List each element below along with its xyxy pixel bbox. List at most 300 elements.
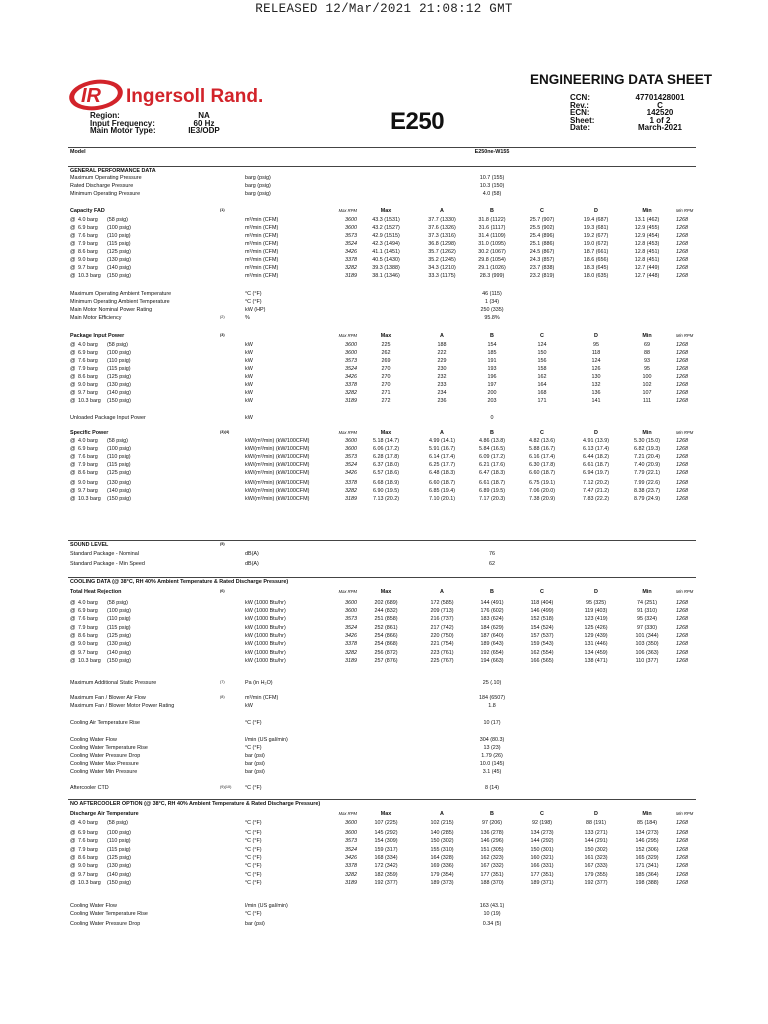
at-symbol: @	[70, 608, 76, 614]
ecn-value: 142520	[646, 108, 674, 117]
value-max: 262	[381, 350, 391, 356]
value-d: 132	[591, 382, 601, 388]
pressure-barg: 7.6 barg	[78, 616, 98, 622]
pressure-psig: (115 psig)	[107, 462, 131, 468]
value-b: 31.8 (1122)	[478, 217, 506, 223]
value-min: 8.79 (24.9)	[633, 496, 661, 502]
value-min: 12.8 (453)	[634, 241, 660, 247]
min-rpm: 1268	[676, 257, 688, 263]
value-max: 172 (342)	[374, 863, 398, 869]
unit: kW/(m³/min) (kW/100CFM)	[245, 470, 310, 476]
table-row	[0, 349, 768, 357]
pressure-barg: 7.6 barg	[78, 838, 98, 844]
unit: °C (°F)	[245, 830, 262, 836]
at-symbol: @	[70, 880, 76, 886]
value-a: A	[440, 811, 444, 817]
value-a: 37.6 (1326)	[428, 225, 456, 231]
unit: m³/min (CFM)	[245, 217, 279, 223]
row-label: NO AFTERCOOLER OPTION (@ 38°C, RH 40% Ambient Temperature & Rated Discharge Pressure)	[70, 801, 321, 807]
row-label: Standard Package - Nominal	[70, 551, 139, 557]
value-max: 202 (689)	[374, 600, 398, 606]
value-c: 177 (351)	[530, 872, 554, 878]
section-heading	[0, 578, 768, 586]
unit: l/min (US gal/min)	[245, 737, 288, 743]
region-value: NA	[198, 111, 210, 120]
value-c: 4.82 (13.6)	[528, 438, 556, 444]
pressure-psig: (150 psig)	[107, 658, 131, 664]
row-label: Minimum Operating Ambient Temperature	[70, 299, 170, 305]
ccn-label: CCN:	[570, 93, 590, 102]
table-row	[0, 256, 768, 264]
unit: kW	[245, 382, 253, 388]
value-max: 270	[381, 366, 391, 372]
pressure-psig: (115 psig)	[107, 625, 131, 631]
pressure-psig: (125 psig)	[107, 249, 131, 255]
value-c: 23.2 (819)	[529, 273, 555, 279]
min-rpm: Min RPM	[676, 430, 694, 435]
pressure-psig: (125 psig)	[107, 633, 131, 639]
unit: kW	[245, 703, 253, 709]
unit: kW (1000 Btu/hr)	[245, 633, 286, 639]
value-a: 179 (354)	[430, 872, 454, 878]
value-c: 152 (518)	[530, 616, 554, 622]
value-a: 35.7 (1262)	[428, 249, 456, 255]
value-c: 25.4 (896)	[529, 233, 555, 239]
max-rpm: 3426	[345, 374, 357, 380]
unit: m³/min (CFM)	[245, 241, 279, 247]
pressure-psig: (150 psig)	[107, 880, 131, 886]
rev-value: C	[657, 100, 663, 110]
value-max: 6.57 (18.6)	[372, 470, 400, 476]
max-rpm: 3378	[345, 257, 357, 263]
value-d: 161 (323)	[584, 855, 608, 861]
at-symbol: @	[70, 625, 76, 631]
max-rpm: Max RPM	[338, 208, 357, 213]
value-b: 136 (278)	[480, 830, 504, 836]
min-rpm: 1268	[676, 830, 688, 836]
value-max: 272	[381, 398, 391, 404]
max-rpm: 3600	[345, 350, 357, 356]
at-symbol: @	[70, 358, 76, 364]
footnote-ref: (5)	[220, 542, 225, 546]
unit: kW/(m³/min) (kW/100CFM)	[245, 438, 310, 444]
value-min: 5.30 (15.0)	[633, 438, 661, 444]
value-c: 146 (499)	[530, 608, 554, 614]
value-c: 7.06 (20.0)	[528, 488, 556, 494]
value-a: A	[440, 589, 444, 595]
pressure-psig: (100 psig)	[107, 350, 131, 356]
min-rpm: 1268	[676, 265, 688, 271]
value-a: 234	[437, 390, 447, 396]
pressure-psig: (110 psig)	[107, 358, 131, 364]
pressure-barg: 9.0 barg	[78, 257, 98, 263]
table-row	[0, 248, 768, 256]
pressure-psig: (140 psig)	[107, 390, 131, 396]
value-b: B	[490, 589, 494, 595]
value-max: Max	[380, 430, 392, 436]
value-d: 19.2 (677)	[583, 233, 609, 239]
value-a: 223 (761)	[430, 650, 454, 656]
value: 13 (23)	[483, 745, 501, 751]
max-rpm: 3189	[345, 398, 357, 404]
min-rpm: 1268	[676, 820, 688, 826]
table-row	[0, 679, 768, 687]
sheet-label: Sheet:	[570, 115, 595, 125]
row-label: Model	[70, 149, 86, 155]
section-heading	[0, 541, 768, 549]
value-a: 209 (713)	[430, 608, 454, 614]
value-a: A	[440, 333, 444, 339]
value-max: 6.90 (19.5)	[372, 488, 400, 494]
unit: bar (psi)	[245, 769, 265, 775]
value-b: 31.6 (1117)	[478, 225, 506, 231]
min-rpm: 1268	[676, 342, 688, 348]
unit: barg (psig)	[245, 183, 271, 189]
pressure-barg: 9.7 barg	[78, 872, 98, 878]
pressure-psig: (140 psig)	[107, 650, 131, 656]
value-min: 198 (388)	[635, 880, 659, 886]
value-a: 233	[437, 382, 447, 388]
row-label: Cooling Water Temperature Rise	[70, 745, 148, 751]
pressure-barg: 4.0 barg	[78, 217, 98, 223]
max-rpm: 3600	[345, 438, 357, 444]
value-c: 159 (543)	[530, 641, 554, 647]
unit: kW/(m³/min) (kW/100CFM)	[245, 446, 310, 452]
row-label: Cooling Air Temperature Rise	[70, 720, 141, 726]
row-label: Cooling Water Temperature Rise	[70, 911, 148, 917]
pressure-psig: (110 psig)	[107, 454, 131, 460]
value-min: 7.21 (20.4)	[633, 454, 661, 460]
table-row	[0, 487, 768, 495]
table-row	[0, 341, 768, 349]
value-a: 7.10 (20.1)	[428, 496, 456, 502]
unit: °C (°F)	[245, 880, 262, 886]
value-min: 12.8 (451)	[634, 249, 660, 255]
value-a: 229	[437, 358, 447, 364]
value-max: 43.2 (1527)	[372, 225, 400, 231]
value-min: 6.82 (19.3)	[633, 446, 661, 452]
max-rpm: Max RPM	[338, 589, 357, 594]
value: E250ne-W155	[474, 149, 510, 155]
row-label: Maximum Fan / Blower Air Flow	[70, 695, 146, 701]
unit: kW/(m³/min) (kW/100CFM)	[245, 462, 310, 468]
unit: kW (HP)	[245, 307, 266, 313]
frequency-label: Input Frequency:	[90, 118, 155, 128]
value-c: C	[540, 430, 544, 436]
value-max: Max	[380, 208, 392, 214]
row-label: Discharge Air Temperature	[70, 811, 139, 817]
table-row	[0, 306, 768, 314]
table-row	[0, 819, 768, 827]
unit: bar (psi)	[245, 761, 265, 767]
row-label: Rated Discharge Pressure	[70, 183, 134, 189]
table-row	[0, 174, 768, 182]
at-symbol: @	[70, 446, 76, 452]
at-symbol: @	[70, 496, 76, 502]
value-b: 203	[487, 398, 497, 404]
at-symbol: @	[70, 217, 76, 223]
pressure-psig: (58 psig)	[107, 342, 128, 348]
value-b: 183 (624)	[480, 616, 504, 622]
table-row	[0, 550, 768, 558]
table-row	[0, 768, 768, 776]
value-b: 154	[487, 342, 497, 348]
row-label: Standard Package - Min Speed	[70, 561, 145, 567]
min-rpm: 1268	[676, 273, 688, 279]
max-rpm: 3600	[345, 600, 357, 606]
pressure-barg: 9.0 barg	[78, 382, 98, 388]
pressure-psig: (58 psig)	[107, 600, 128, 606]
footnote-ref: (3)(4)	[220, 430, 230, 434]
unit: barg (psig)	[245, 175, 271, 181]
row-label: Cooling Water Min Pressure	[70, 769, 138, 775]
value-d: 119 (403)	[584, 608, 608, 614]
max-rpm: 3378	[345, 641, 357, 647]
table-row	[0, 365, 768, 373]
row-label: Main Motor Efficiency	[70, 315, 122, 321]
row-label: Maximum Additional Static Pressure	[70, 680, 157, 686]
value-d: 6.44 (18.2)	[582, 454, 610, 460]
pressure-barg: 6.9 barg	[78, 608, 98, 614]
min-rpm: 1268	[676, 625, 688, 631]
value-a: 217 (742)	[430, 625, 454, 631]
value-min: Min	[642, 589, 652, 595]
value-d: 167 (333)	[584, 863, 608, 869]
min-rpm: 1268	[676, 374, 688, 380]
value-min: 7.40 (20.9)	[633, 462, 661, 468]
value-min: 8.38 (23.7)	[633, 488, 661, 494]
pressure-barg: 10.3 barg	[78, 658, 101, 664]
pressure-barg: 7.6 barg	[78, 233, 98, 239]
value-b: 6.61 (18.7)	[478, 480, 506, 486]
value-c: 6.30 (17.8)	[528, 462, 556, 468]
value-c: 156	[537, 358, 547, 364]
pressure-barg: 9.7 barg	[78, 265, 98, 271]
value-min: 12.7 (448)	[634, 273, 660, 279]
max-rpm: 3426	[345, 855, 357, 861]
value-b: 196	[487, 374, 497, 380]
value-b: 151 (305)	[480, 847, 504, 853]
value-min: 185 (364)	[635, 872, 659, 878]
value-d: 133 (271)	[584, 830, 608, 836]
min-rpm: Min RPM	[676, 333, 694, 338]
max-rpm: 3600	[345, 446, 357, 452]
min-rpm: Min RPM	[676, 589, 694, 594]
value-b: 30.2 (1067)	[478, 249, 506, 255]
unit: kW (1000 Btu/hr)	[245, 616, 286, 622]
pressure-psig: (58 psig)	[107, 438, 128, 444]
value-a: 33.3 (1175)	[428, 273, 456, 279]
value-max: 270	[381, 374, 391, 380]
value-min: Min	[642, 430, 652, 436]
value: 3.1 (45)	[482, 769, 502, 775]
value-b: 184 (629)	[480, 625, 504, 631]
footnote-ref: (6)	[220, 589, 225, 593]
row-label: Maximum Fan / Blower Motor Power Rating	[70, 703, 175, 709]
value-max: 5.18 (14.7)	[372, 438, 400, 444]
value-max: 182 (359)	[374, 872, 398, 878]
value-min: 7.99 (22.6)	[633, 480, 661, 486]
value: 10 (19)	[483, 911, 501, 917]
value-a: 221 (754)	[430, 641, 454, 647]
unit: m³/min (CFM)	[245, 233, 279, 239]
pressure-barg: 9.0 barg	[78, 641, 98, 647]
value-min: 165 (329)	[635, 855, 659, 861]
min-rpm: 1268	[676, 225, 688, 231]
value-b: 189 (643)	[480, 641, 504, 647]
value-max: 145 (292)	[374, 830, 398, 836]
value-a: 172 (585)	[430, 600, 454, 606]
value-a: 169 (336)	[430, 863, 454, 869]
value-c: 25.7 (907)	[529, 217, 555, 223]
min-rpm: 1268	[676, 217, 688, 223]
table-row	[0, 719, 768, 727]
value-max: Max	[380, 333, 392, 339]
value-min: 97 (330)	[636, 625, 658, 631]
max-rpm: 3600	[345, 217, 357, 223]
table-row	[0, 871, 768, 879]
value-max: 192 (377)	[374, 880, 398, 886]
at-symbol: @	[70, 488, 76, 494]
value-max: 40.5 (1430)	[372, 257, 400, 263]
pressure-barg: 10.3 barg	[78, 496, 101, 502]
table-row	[0, 357, 768, 365]
value-a: 150 (302)	[430, 838, 454, 844]
value-b: 185	[487, 350, 497, 356]
row-label: Minimum Operating Pressure	[70, 191, 141, 197]
pressure-psig: (150 psig)	[107, 398, 131, 404]
unit: kW (1000 Btu/hr)	[245, 650, 286, 656]
value-c: C	[540, 811, 544, 817]
value: 4.0 (58)	[482, 191, 502, 197]
value-d: 7.12 (20.2)	[582, 480, 610, 486]
table-row	[0, 902, 768, 910]
value-max: 42.9 (1515)	[372, 233, 400, 239]
value-c: 124	[537, 342, 547, 348]
value-min: 107	[642, 390, 652, 396]
min-rpm: 1268	[676, 641, 688, 647]
table-row	[0, 752, 768, 760]
value-c: 162	[537, 374, 547, 380]
value: 46 (115)	[482, 291, 502, 297]
at-symbol: @	[70, 257, 76, 263]
table-row	[0, 224, 768, 232]
table-row	[0, 461, 768, 469]
at-symbol: @	[70, 273, 76, 279]
min-rpm: 1268	[676, 390, 688, 396]
min-rpm: 1268	[676, 249, 688, 255]
value-d: 7.83 (22.2)	[582, 496, 610, 502]
unit: °C (°F)	[245, 863, 262, 869]
value-min: 95	[644, 366, 650, 372]
table-row	[0, 640, 768, 648]
at-symbol: @	[70, 470, 76, 476]
unit: m³/min (CFM)	[245, 249, 279, 255]
unit: m³/min (CFM)	[245, 225, 279, 231]
table-row	[0, 479, 768, 487]
row-label: Package Input Power	[70, 333, 125, 339]
min-rpm: 1268	[676, 454, 688, 460]
table-row	[0, 657, 768, 665]
value-max: 256 (872)	[374, 650, 398, 656]
min-rpm: 1268	[676, 855, 688, 861]
pressure-barg: 4.0 barg	[78, 342, 98, 348]
value-max: 42.3 (1494)	[372, 241, 400, 247]
value-b: B	[490, 333, 494, 339]
value-a: 232	[437, 374, 447, 380]
value: 1.8	[488, 703, 496, 709]
unit: kW	[245, 342, 253, 348]
row-label: SOUND LEVEL	[70, 542, 109, 548]
max-rpm: 3378	[345, 480, 357, 486]
min-rpm: 1268	[676, 616, 688, 622]
at-symbol: @	[70, 342, 76, 348]
pressure-psig: (110 psig)	[107, 838, 131, 844]
table-row	[0, 837, 768, 845]
table-row	[0, 920, 768, 928]
unit: kW/(m³/min) (kW/100CFM)	[245, 496, 310, 502]
value-c: 5.88 (16.7)	[528, 446, 556, 452]
min-rpm: 1268	[676, 382, 688, 388]
at-symbol: @	[70, 249, 76, 255]
min-rpm: 1268	[676, 658, 688, 664]
value-d: 134 (459)	[584, 650, 608, 656]
value-b: 188 (370)	[480, 880, 504, 886]
value-b: 97 (206)	[481, 820, 503, 826]
value-a: 216 (737)	[430, 616, 454, 622]
at-symbol: @	[70, 390, 76, 396]
min-rpm: 1268	[676, 488, 688, 494]
max-rpm: 3524	[345, 241, 357, 247]
table-row	[0, 910, 768, 918]
max-rpm: 3378	[345, 863, 357, 869]
value-a: 37.7 (1330)	[428, 217, 456, 223]
at-symbol: @	[70, 398, 76, 404]
value-d: 144 (291)	[584, 838, 608, 844]
unit: °C (°F)	[245, 911, 262, 917]
value-min: Min	[642, 333, 652, 339]
max-rpm: 3282	[345, 488, 357, 494]
value-d: 125 (426)	[584, 625, 608, 631]
max-rpm: 3426	[345, 249, 357, 255]
table-row	[0, 190, 768, 198]
value-c: C	[540, 589, 544, 595]
unit: dB(A)	[245, 561, 259, 567]
pressure-barg: 8.6 barg	[78, 249, 98, 255]
motor-type-value: IE3/ODP	[188, 126, 220, 135]
pressure-psig: (115 psig)	[107, 847, 131, 853]
value-d: 150 (302)	[584, 847, 608, 853]
value-b: 31.0 (1095)	[478, 241, 506, 247]
unit: °C (°F)	[245, 838, 262, 844]
table-row	[0, 373, 768, 381]
value-b: 29.8 (1054)	[478, 257, 506, 263]
table-row	[0, 744, 768, 752]
pressure-barg: 6.9 barg	[78, 225, 98, 231]
at-symbol: @	[70, 265, 76, 271]
pressure-psig: (130 psig)	[107, 641, 131, 647]
max-rpm: 3189	[345, 658, 357, 664]
max-rpm: 3600	[345, 225, 357, 231]
at-symbol: @	[70, 241, 76, 247]
value-c: 6.60 (18.7)	[528, 470, 556, 476]
pressure-psig: (125 psig)	[107, 855, 131, 861]
row-label: Aftercooler CTD	[70, 785, 109, 791]
table-row	[0, 632, 768, 640]
value-b: 167 (332)	[480, 863, 504, 869]
footnote-ref: (7)	[220, 680, 225, 684]
max-rpm: 3573	[345, 616, 357, 622]
